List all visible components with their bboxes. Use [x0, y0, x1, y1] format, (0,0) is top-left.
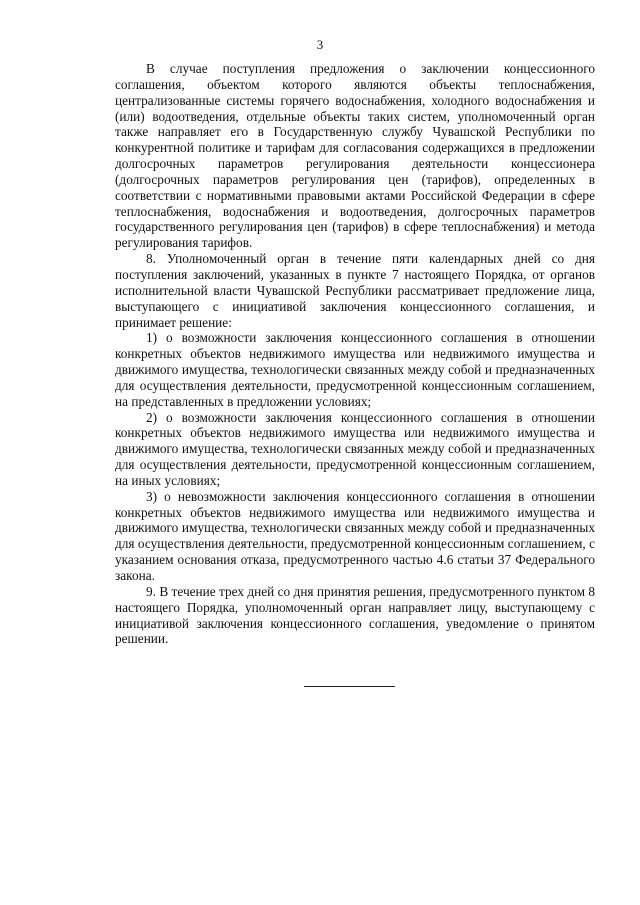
- paragraph-item-9: 9. В течение трех дней со дня принятия решения, предусмотренного пунктом 8 настоящего Порядка, уполномоченный орган направляет лицу, выступающему с инициативой заключения концессионного соглашения, уведомление о принятом решении.: [115, 583, 595, 647]
- paragraph-subitem-3: 3) о невозможности заключения концессионного соглашения в отношении конкретных объектов недвижимого имущества или недвижимого имущества и движимого имущества, технологически связанных между собой и предназначенных для осуществления деятельности, предусмотренной концессионным соглашением, с указанием основания отказа, предусмотренного частью 4.6 статьи 37 Федерального закона.: [115, 488, 595, 583]
- document-body: [115, 61, 595, 647]
- end-separator-line: [304, 686, 395, 687]
- page-number: 3: [316, 37, 324, 52]
- paragraph-subitem-2: 2) о возможности заключения концессионного соглашения в отношении конкретных объектов недвижимого имущества или недвижимого имущества и движимого имущества, технологически связанных между собой и предназначенных для осуществления деятельности, предусмотренной концессионным соглашением, на иных условиях;: [115, 409, 595, 488]
- paragraph-subitem-1: 1) о возможности заключения концессионного соглашения в отношении конкретных объектов недвижимого имущества или недвижимого имущества и движимого имущества, технологически связанных между собой и предназначенных для осуществления деятельности, предусмотренной концессионным соглашением, на представленных в предложении условиях;: [115, 330, 595, 409]
- paragraph-intro: В случае поступления предложения о заключении концессионного соглашения, объектом которого являются объекты теплоснабжения, централизованные системы горячего водоснабжения, холодного водоснабжения и (или) водоотведения, отдельные объекты таких систем, уполномоченный орган также направляет его в Государственную службу Чувашской Республики по конкурентной политике и тарифам для согласования содержащихся в предложении долгосрочных параметров регулирования деятельности концессионера (долгосрочных параметров регулирования цен (тарифов), определенных в соответствии с нормативными правовыми актами Российской Федерации в сфере теплоснабжения, водоснабжения и водоотведения, долгосрочных параметров государственного регулирования цен (тарифов) в сфере теплоснабжения) и метода регулирования тарифов.: [115, 61, 595, 251]
- paragraph-item-8: 8. Уполномоченный орган в течение пяти календарных дней со дня поступления заключений, указанных в пункте 7 настоящего Порядка, от органов исполнительной власти Чувашской Республики рассматривает предложение лица, выступающего с инициативой заключения концессионного соглашения, и принимает решение:: [115, 251, 595, 330]
